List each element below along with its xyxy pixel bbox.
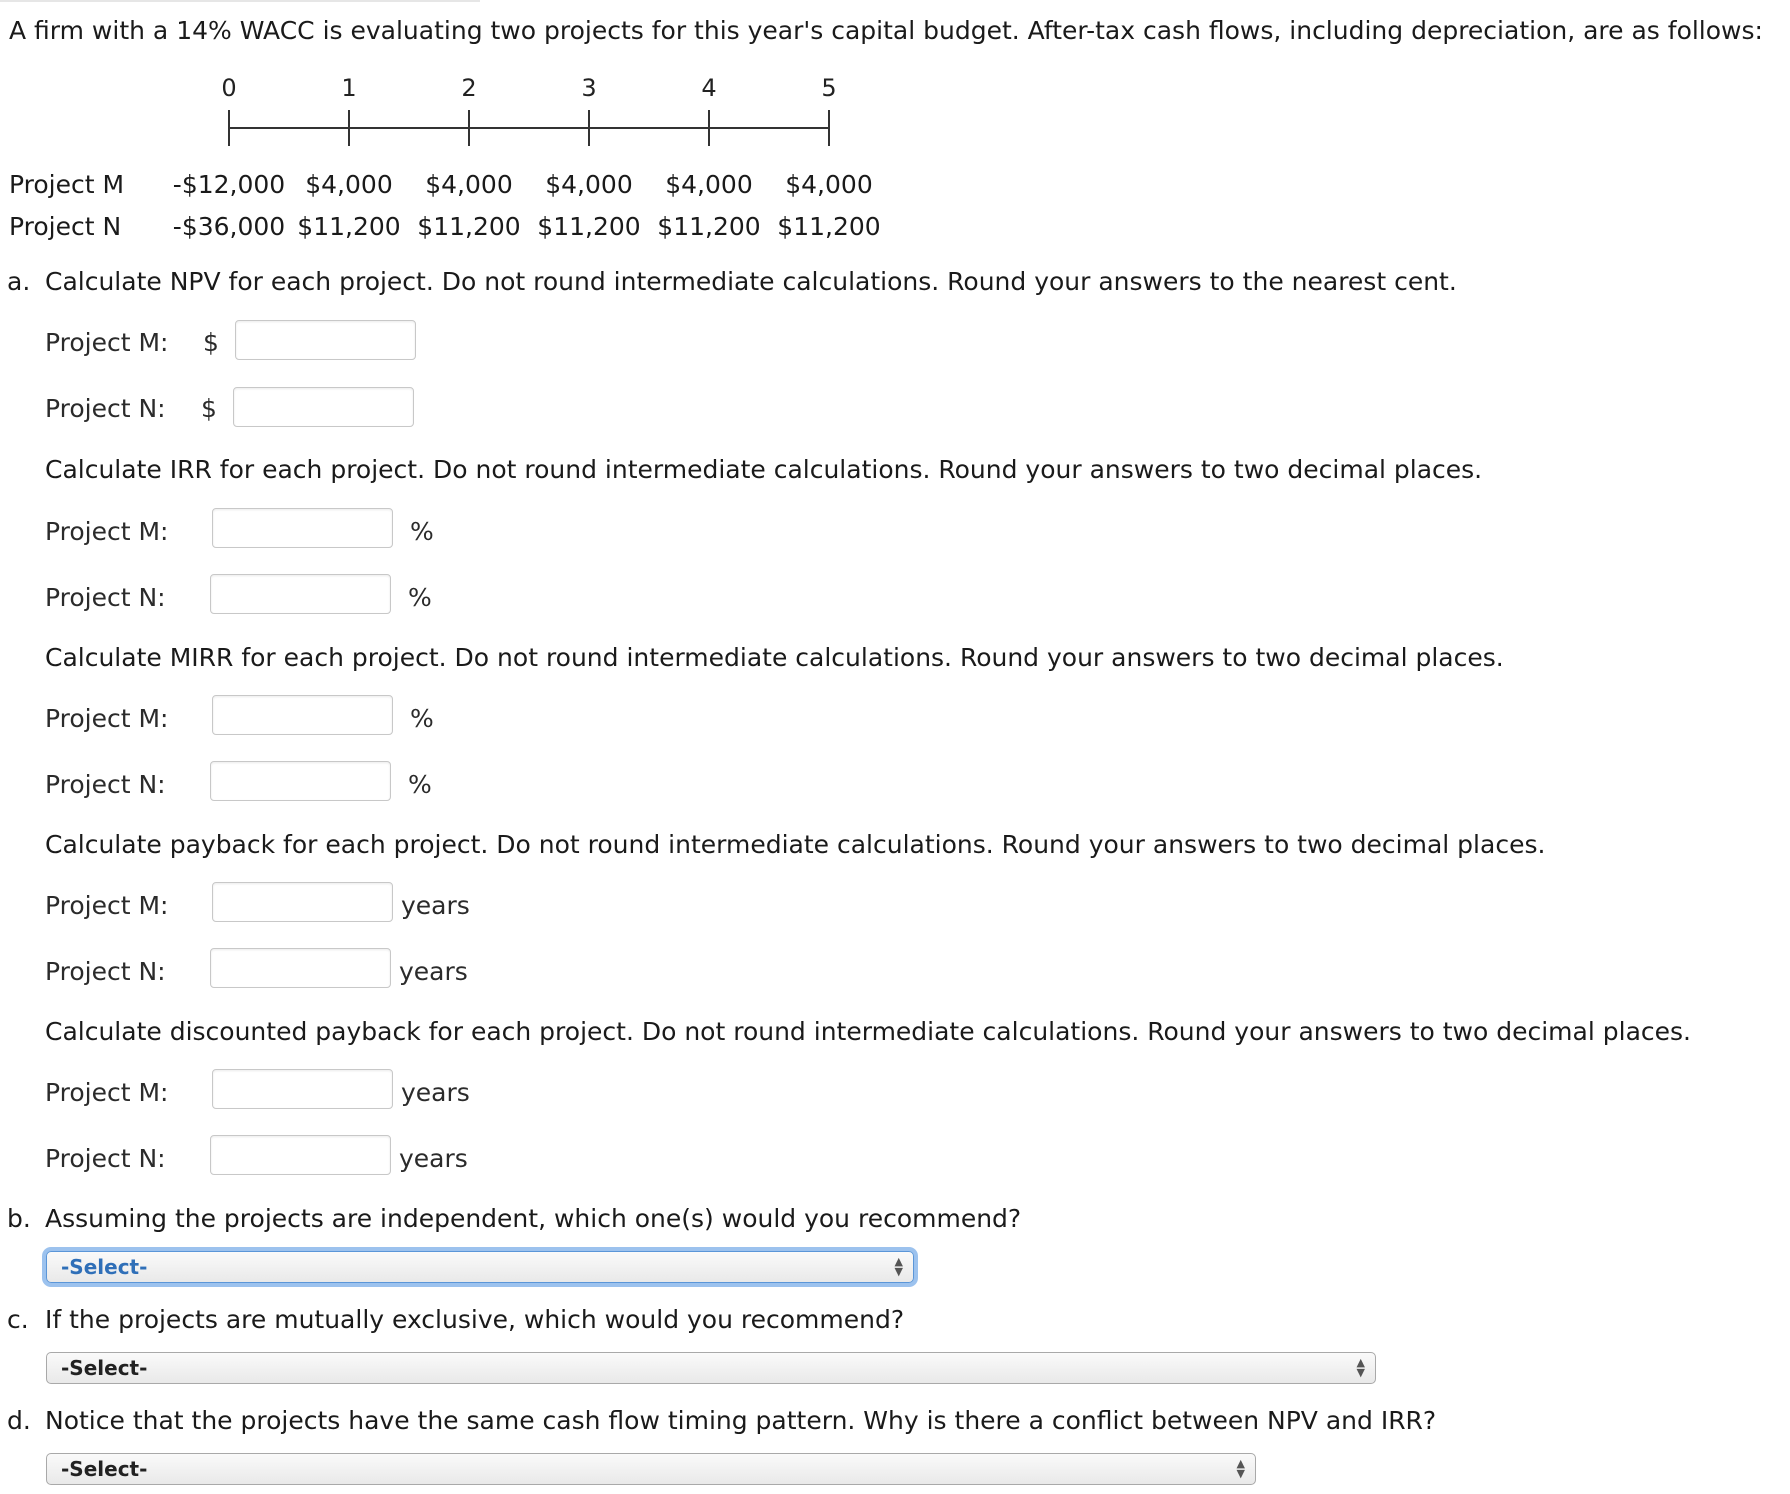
mutually-exclusive-select-value: -Select- bbox=[61, 1356, 148, 1380]
cash-flow-row-label: Project M bbox=[9, 170, 125, 199]
cash-flow-cell: $11,200 bbox=[777, 212, 881, 241]
cash-flow-cell: $4,000 bbox=[665, 170, 753, 199]
timeline-axis bbox=[0, 0, 900, 160]
cash-flow-cell: -$36,000 bbox=[172, 212, 286, 241]
irr-suffix-n: % bbox=[408, 583, 432, 612]
npv-input-m[interactable] bbox=[235, 320, 416, 360]
irr-label-m: Project M: bbox=[45, 517, 169, 546]
cash-flow-row-label: Project N bbox=[9, 212, 122, 241]
cash-flow-cell: $4,000 bbox=[545, 170, 633, 199]
payback-suffix-n: years bbox=[399, 957, 468, 986]
npv-label-n: Project N: bbox=[45, 394, 166, 423]
payback-label-n: Project N: bbox=[45, 957, 166, 986]
question-b-text: Assuming the projects are independent, which one(s) would you recommend? bbox=[45, 1204, 1022, 1233]
timeline-label-2: 2 bbox=[461, 74, 477, 102]
cash-flow-cell: -$12,000 bbox=[172, 170, 286, 199]
payback-input-m[interactable] bbox=[212, 882, 393, 922]
question-b-letter: b. bbox=[7, 1204, 31, 1233]
cash-flow-cell: $11,200 bbox=[537, 212, 641, 241]
npv-prefix-n: $ bbox=[201, 394, 217, 423]
problem-intro: A firm with a 14% WACC is evaluating two projects for this year's capital budget. After-tax cash flows, including depreciation, are as follows: bbox=[9, 16, 1763, 45]
cash-flow-cell: $4,000 bbox=[305, 170, 393, 199]
discounted-payback-prompt: Calculate discounted payback for each project. Do not round intermediate calculations. Round your answers to two decimal places. bbox=[45, 1017, 1691, 1046]
discounted-payback-suffix-n: years bbox=[399, 1144, 468, 1173]
irr-suffix-m: % bbox=[410, 517, 434, 546]
cash-flow-cell: $11,200 bbox=[657, 212, 761, 241]
irr-prompt: Calculate IRR for each project. Do not round intermediate calculations. Round your answers to two decimal places. bbox=[45, 455, 1483, 484]
mirr-input-n[interactable] bbox=[210, 761, 391, 801]
mutually-exclusive-recommendation-select[interactable] bbox=[46, 1352, 1376, 1384]
select-arrows-icon: ▲ ▼ bbox=[1356, 1356, 1365, 1379]
timeline-label-4: 4 bbox=[701, 74, 717, 102]
cash-flow-cell: $4,000 bbox=[425, 170, 513, 199]
independent-recommendation-select[interactable] bbox=[46, 1251, 914, 1283]
mirr-label-m: Project M: bbox=[45, 704, 169, 733]
cash-flow-cell: $11,200 bbox=[297, 212, 401, 241]
discounted-payback-label-m: Project M: bbox=[45, 1078, 169, 1107]
select-arrows-icon: ▲ ▼ bbox=[1236, 1457, 1245, 1480]
irr-input-m[interactable] bbox=[212, 508, 393, 548]
cash-flow-cell: $11,200 bbox=[417, 212, 521, 241]
discounted-payback-suffix-m: years bbox=[401, 1078, 470, 1107]
discounted-payback-input-m[interactable] bbox=[212, 1069, 393, 1109]
npv-prompt: Calculate NPV for each project. Do not round intermediate calculations. Round your answers to the nearest cent. bbox=[45, 267, 1457, 296]
question-a-letter: a. bbox=[7, 267, 31, 296]
select-arrows-icon: ▲ ▼ bbox=[894, 1255, 903, 1278]
payback-suffix-m: years bbox=[401, 891, 470, 920]
independent-select-value: -Select- bbox=[61, 1255, 148, 1279]
payback-input-n[interactable] bbox=[210, 948, 391, 988]
irr-label-n: Project N: bbox=[45, 583, 166, 612]
payback-prompt: Calculate payback for each project. Do not round intermediate calculations. Round your answers to two decimal places. bbox=[45, 830, 1546, 859]
timeline-label-0: 0 bbox=[221, 74, 237, 102]
timeline-label-3: 3 bbox=[581, 74, 597, 102]
discounted-payback-input-n[interactable] bbox=[210, 1135, 391, 1175]
npv-irr-conflict-select[interactable] bbox=[46, 1453, 1256, 1485]
mirr-suffix-n: % bbox=[408, 770, 432, 799]
cash-flow-cell: $4,000 bbox=[785, 170, 873, 199]
discounted-payback-label-n: Project N: bbox=[45, 1144, 166, 1173]
payback-label-m: Project M: bbox=[45, 891, 169, 920]
conflict-select-value: -Select- bbox=[61, 1457, 148, 1481]
mirr-input-m[interactable] bbox=[212, 695, 393, 735]
question-c-text: If the projects are mutually exclusive, which would you recommend? bbox=[45, 1305, 905, 1334]
mirr-prompt: Calculate MIRR for each project. Do not round intermediate calculations. Round your answers to two decimal places. bbox=[45, 643, 1504, 672]
npv-input-n[interactable] bbox=[233, 387, 414, 427]
timeline-label-5: 5 bbox=[821, 74, 837, 102]
mirr-label-n: Project N: bbox=[45, 770, 166, 799]
irr-input-n[interactable] bbox=[210, 574, 391, 614]
npv-prefix-m: $ bbox=[203, 328, 219, 357]
mirr-suffix-m: % bbox=[410, 704, 434, 733]
question-d-text: Notice that the projects have the same cash flow timing pattern. Why is there a conflict between NPV and IRR? bbox=[45, 1406, 1437, 1435]
timeline-label-1: 1 bbox=[341, 74, 357, 102]
question-d-letter: d. bbox=[7, 1406, 31, 1435]
question-c-letter: c. bbox=[7, 1305, 29, 1334]
npv-label-m: Project M: bbox=[45, 328, 169, 357]
